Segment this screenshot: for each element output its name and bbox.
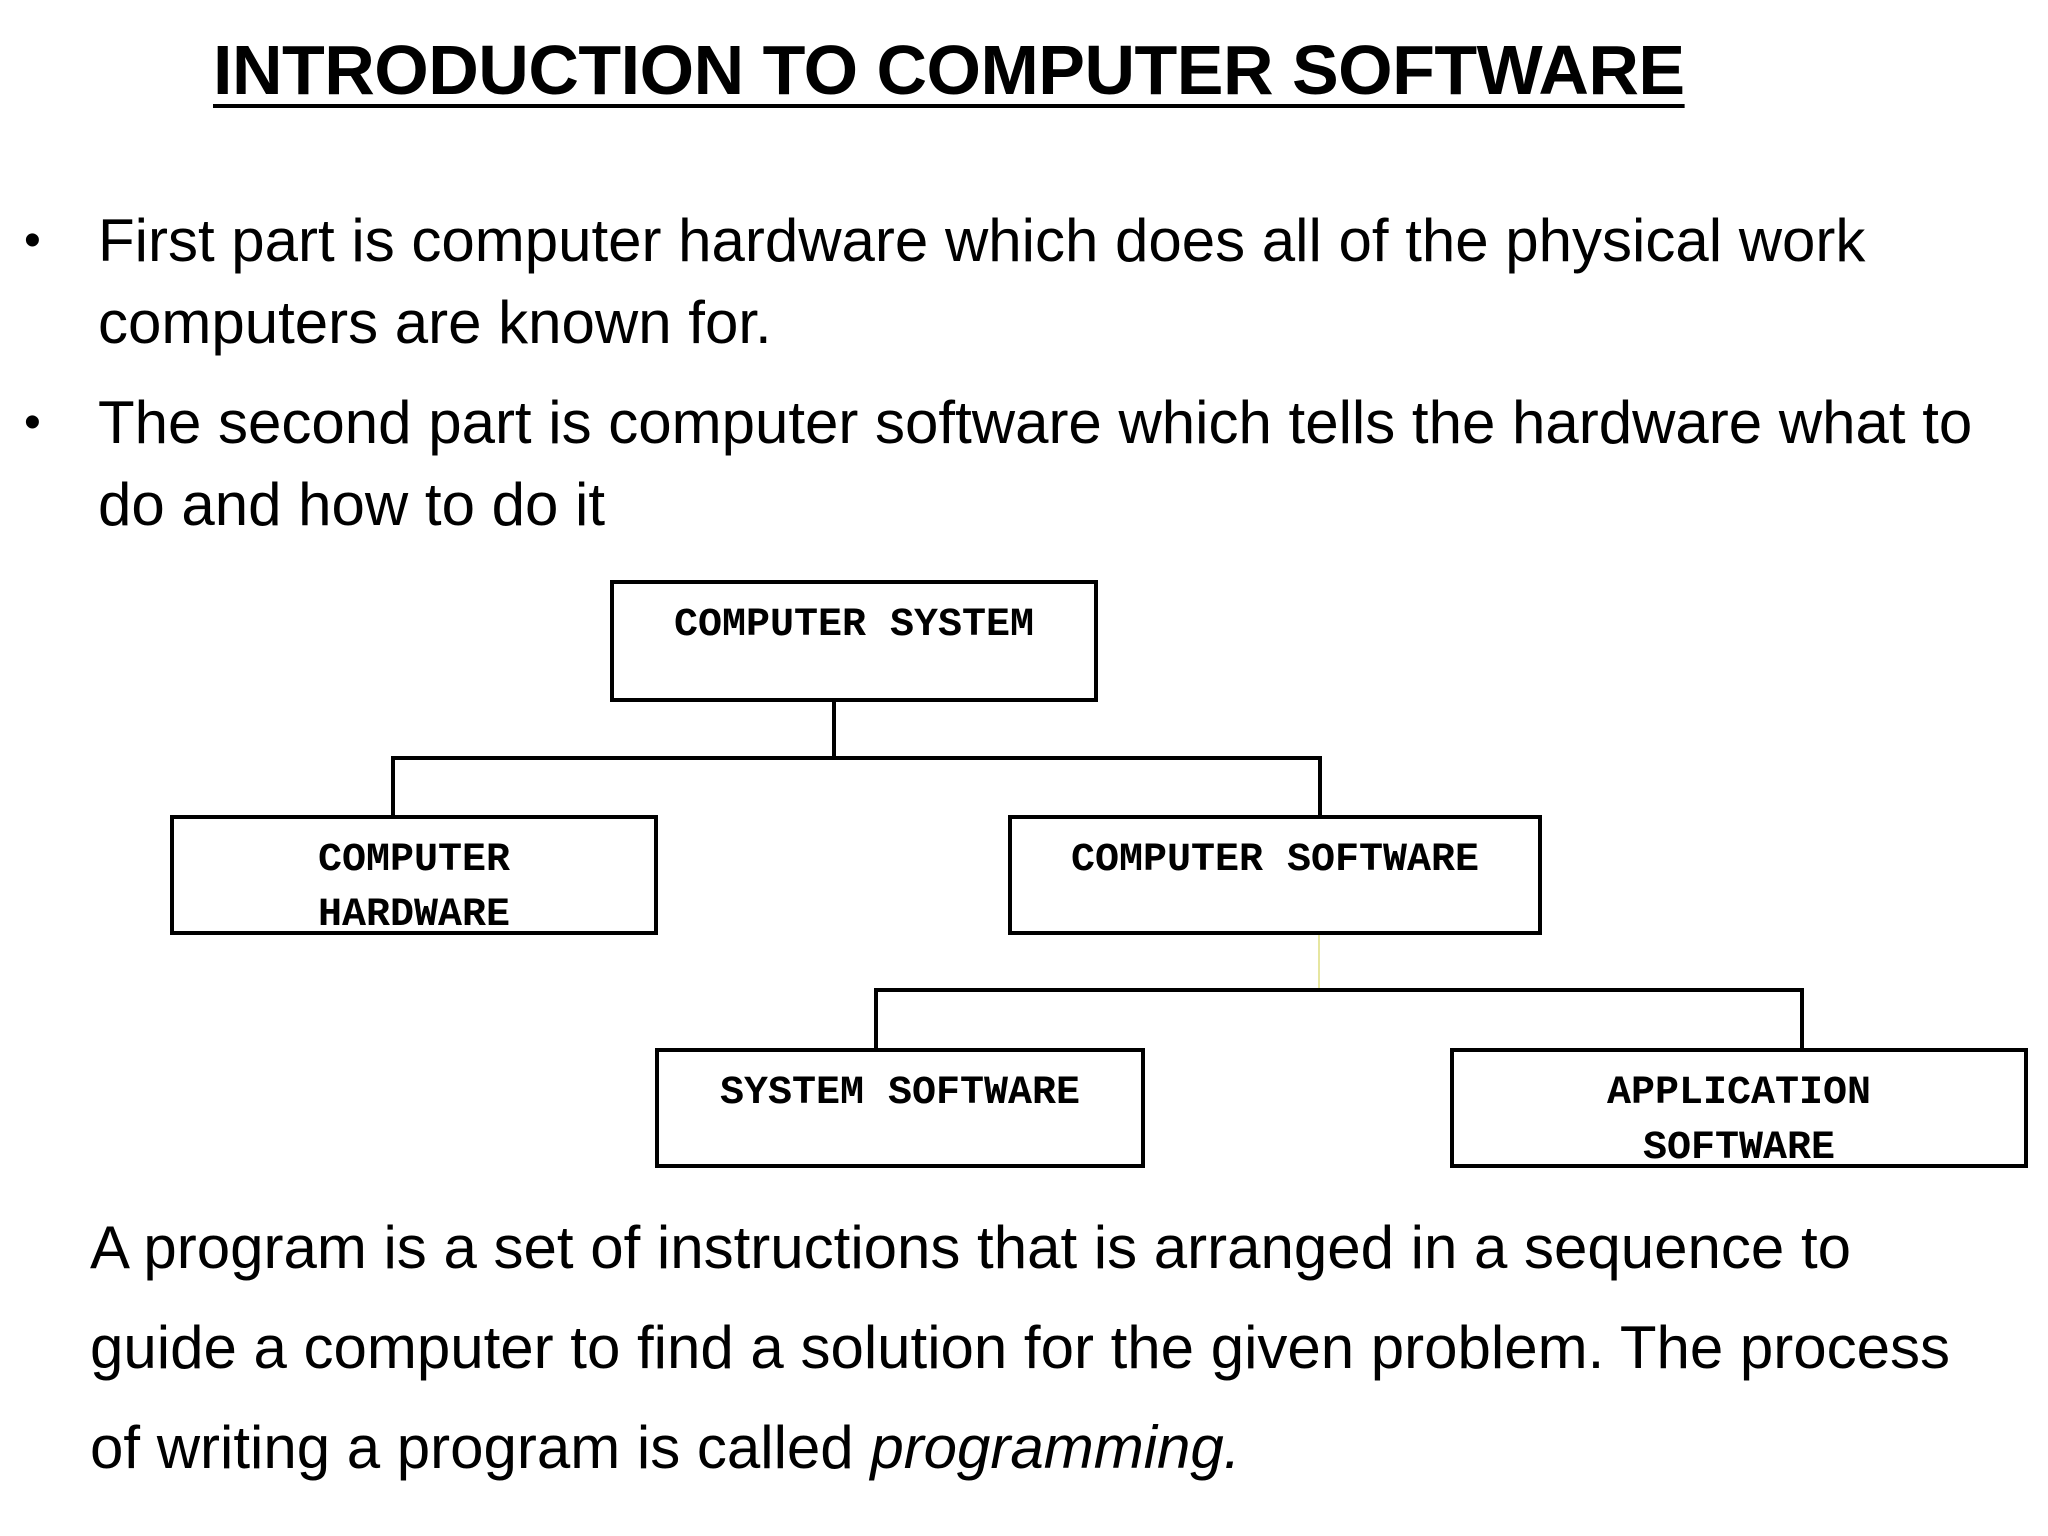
- bullet-item: [0, 382, 2028, 546]
- bullet-text: First part is computer hardware which does all of the physical work computers are known for.: [98, 207, 1866, 356]
- connector-level1-horizontal: [391, 756, 1322, 760]
- node-label: COMPUTER HARDWARE: [317, 838, 511, 938]
- bullet-marker: •: [24, 214, 41, 267]
- node-computer-hardware: [170, 815, 658, 938]
- node-computer-software: [1008, 815, 1542, 935]
- paragraph-emphasis: programming.: [870, 1414, 1241, 1481]
- paragraph-text: A program is a set of instructions that is arranged in a sequence to guide a computer to find a solution for the given problem. The process of writing a program is called: [90, 1214, 1950, 1481]
- node-label: COMPUTER SOFTWARE: [1070, 838, 1480, 883]
- bullet-list: [0, 200, 2048, 564]
- definition-paragraph: [90, 1198, 1970, 1498]
- connector-to-hardware: [391, 756, 395, 818]
- connector-level2-horizontal: [874, 988, 1804, 992]
- connector-to-system-software: [874, 988, 878, 1050]
- bullet-item: [0, 200, 2028, 364]
- bullet-text: The second part is computer software which tells the hardware what to do and how to do it: [98, 389, 1973, 538]
- node-application-software: [1450, 1048, 2028, 1171]
- connector-to-application-software: [1800, 988, 1804, 1050]
- connector-to-software: [1318, 756, 1322, 818]
- node-label: SYSTEM SOFTWARE: [719, 1071, 1081, 1116]
- slide-title: INTRODUCTION TO COMPUTER SOFTWARE: [213, 31, 1685, 109]
- bullet-marker: •: [24, 396, 41, 449]
- connector-root-down: [832, 700, 836, 758]
- node-label: APPLICATION SOFTWARE: [1606, 1071, 1872, 1171]
- connector-software-down: [1318, 932, 1320, 990]
- hierarchy-diagram: [0, 560, 2048, 1180]
- node-label: COMPUTER SYSTEM: [673, 603, 1035, 648]
- node-system-software: [655, 1048, 1145, 1168]
- node-computer-system: [610, 580, 1098, 702]
